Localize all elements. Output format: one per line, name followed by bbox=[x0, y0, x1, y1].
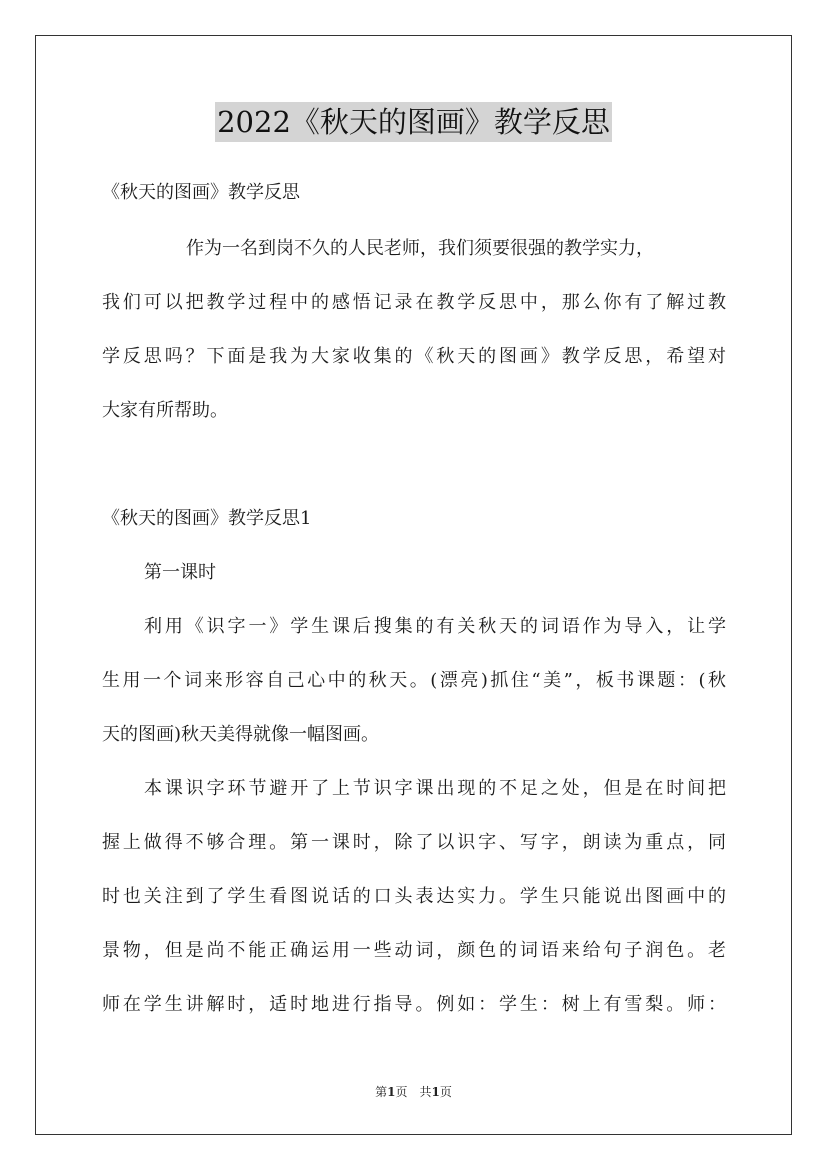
page-footer bbox=[0, 1083, 827, 1100]
paragraph2-line-2[interactable]: 握上做得不够合理。第一课时，除了以识字、写字，朗读为重点，同 bbox=[102, 832, 726, 853]
paragraph2-line-5[interactable]: 师在学生讲解时，适时地进行指导。例如：学生：树上有雪梨。师： bbox=[102, 994, 726, 1015]
paragraph1-line-3[interactable]: 天的图画)秋天美得就像一幅图画。 bbox=[102, 724, 380, 745]
subtitle[interactable]: 《秋天的图画》教学反思 bbox=[102, 182, 300, 203]
paragraph2-line-3[interactable]: 时也关注到了学生看图说话的口头表达实力。学生只能说出图画中的 bbox=[102, 886, 726, 907]
title-container bbox=[0, 102, 827, 142]
paragraph1-line-1[interactable]: 利用《识字一》学生课后搜集的有关秋天的词语作为导入，让学 bbox=[144, 616, 726, 637]
paragraph2-line-1[interactable]: 本课识字环节避开了上节识字课出现的不足之处，但是在时间把 bbox=[144, 778, 726, 799]
lesson-label[interactable]: 第一课时 bbox=[144, 562, 216, 583]
footer-page-mid: 页 共 bbox=[395, 1085, 432, 1099]
intro-line-2[interactable]: 我们可以把教学过程中的感悟记录在教学反思中，那么你有了解过教 bbox=[102, 292, 726, 313]
intro-line-3[interactable]: 学反思吗？下面是我为大家收集的《秋天的图画》教学反思，希望对 bbox=[102, 346, 726, 367]
footer-page-suffix: 页 bbox=[439, 1085, 452, 1099]
footer-page-prefix: 第 bbox=[375, 1085, 388, 1099]
document-title[interactable]: 2022《秋天的图画》教学反思 bbox=[215, 102, 612, 142]
intro-line-4[interactable]: 大家有所帮助。 bbox=[102, 400, 228, 421]
footer-page-total: 1 bbox=[431, 1085, 440, 1099]
footer-page-current: 1 bbox=[387, 1085, 396, 1099]
intro-line-1[interactable]: 作为一名到岗不久的人民老师，我们须要很强的教学实力， bbox=[186, 238, 654, 259]
section-heading[interactable]: 《秋天的图画》教学反思1 bbox=[102, 508, 312, 529]
paragraph2-line-4[interactable]: 景物，但是尚不能正确运用一些动词，颜色的词语来给句子润色。老 bbox=[102, 940, 726, 961]
paragraph1-line-2[interactable]: 生用一个词来形容自己心中的秋天。(漂亮)抓住“美”，板书课题：(秋 bbox=[102, 670, 726, 691]
